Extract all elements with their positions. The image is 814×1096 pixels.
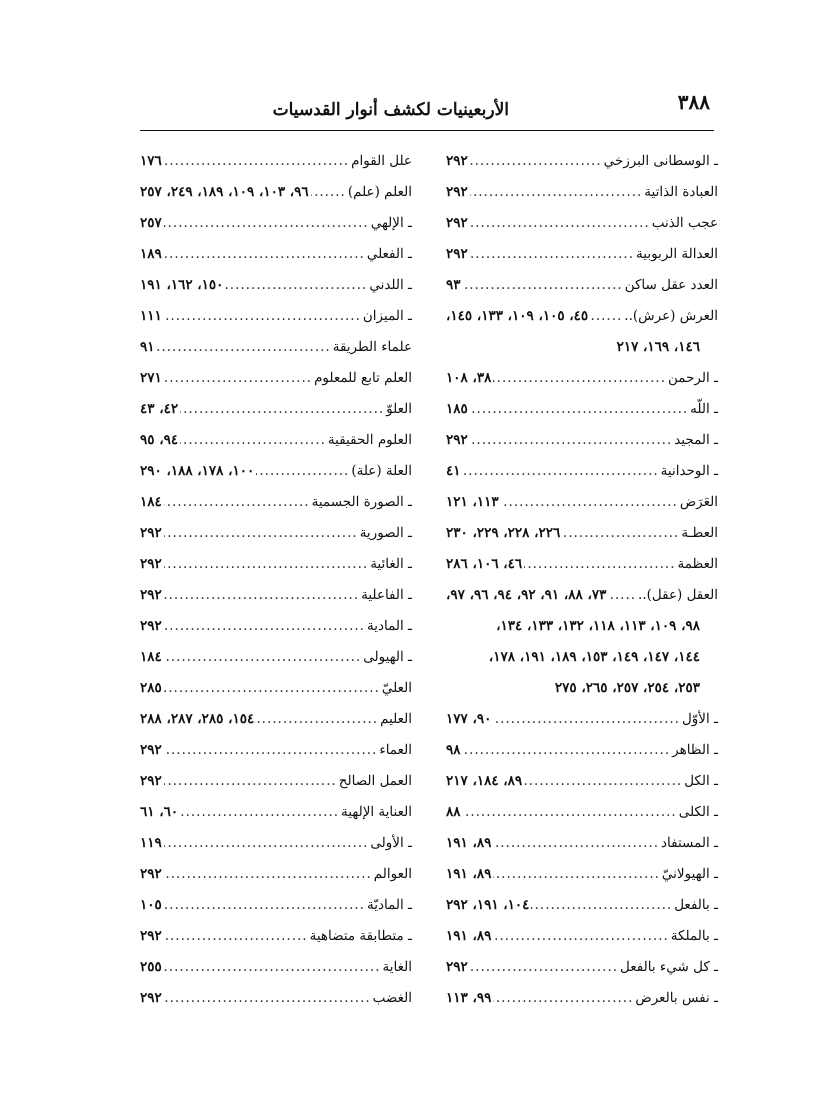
index-entry: [446, 394, 718, 425]
index-pages: ٢٩٢: [446, 184, 468, 200]
index-pages: ١٠٠، ١٧٨، ١٨٨، ٢٩٠: [140, 463, 255, 479]
dot-leader: [493, 983, 633, 1014]
index-entry: [446, 983, 718, 1014]
index-term: ـ الوسطانى البرزخي: [603, 153, 718, 169]
index-entry: [140, 363, 412, 394]
index-column-right: [446, 146, 718, 1014]
index-pages: ١١٩: [140, 835, 162, 851]
index-term: العوالم: [373, 866, 412, 882]
index-entry: [140, 425, 412, 456]
index-term: ـ كل شيء بالفعل: [620, 959, 718, 975]
index-term: العلوّ: [386, 401, 412, 417]
index-term: ـ الميزان: [362, 308, 412, 324]
index-entry: [140, 270, 412, 301]
index-entry: [140, 549, 412, 580]
dot-leader: [590, 301, 622, 332]
dot-leader: [256, 704, 378, 735]
dot-leader: [164, 642, 361, 673]
index-pages: ١٤٤، ١٤٧، ١٤٩، ١٥٣، ١٨٩، ١٩١، ١٧٨،: [488, 649, 700, 665]
index-pages: ٤٦، ١٠٦، ٢٨٦: [446, 556, 523, 572]
index-pages: ٢٨٥: [140, 680, 162, 696]
index-term: ـ بالفعل: [674, 897, 718, 913]
index-pages: ٢٧١: [140, 370, 162, 386]
dot-leader: [164, 890, 365, 921]
index-entry: [446, 487, 718, 518]
dot-leader: [164, 239, 365, 270]
dot-leader: [164, 828, 369, 859]
index-pages: ٢٩٢: [140, 618, 162, 634]
index-pages: ١٥٤، ٢٨٥، ٢٨٧، ٢٨٨: [140, 711, 255, 727]
index-term: العلم تابع للمعلوم: [314, 370, 412, 386]
index-entry: [140, 611, 412, 642]
dot-leader: [463, 797, 677, 828]
index-entry: [140, 735, 412, 766]
index-entry: [140, 704, 412, 735]
index-term: العليم: [380, 711, 412, 727]
index-pages: ٦٠، ٦١: [140, 804, 179, 820]
index-term: العَرَض: [679, 494, 718, 510]
index-column-left: [140, 146, 412, 1014]
index-entry: [140, 518, 412, 549]
dot-leader: [164, 146, 349, 177]
index-entry: [446, 797, 718, 828]
index-entry: [446, 270, 718, 301]
index-pages: ٩٠، ١٧٧: [446, 711, 492, 727]
dot-leader: [164, 518, 358, 549]
index-pages: ٢٩٢: [446, 959, 468, 975]
index-pages: ٢٥٧: [140, 215, 162, 231]
index-entry: [140, 301, 412, 332]
index-pages: ٨٩، ١٨٤، ٢١٧: [446, 773, 523, 789]
index-term: العلة (علة): [351, 463, 412, 479]
index-pages: ١٨٥: [446, 401, 468, 417]
index-term: ـ الكلى: [678, 804, 718, 820]
index-entry: [446, 425, 718, 456]
index-entry: [446, 704, 718, 735]
index-entry: [140, 239, 412, 270]
index-entry: [140, 208, 412, 239]
index-pages: ٨٩، ١٩١: [446, 835, 492, 851]
index-term: العناية الإلهية: [341, 804, 412, 820]
index-entry: [140, 456, 412, 487]
index-entry: [446, 239, 718, 270]
index-pages: ٩٣: [446, 277, 461, 293]
index-entry: [140, 332, 412, 363]
dot-leader: [463, 735, 671, 766]
dot-leader: [157, 332, 331, 363]
index-term: العقل (عقل)..: [638, 587, 718, 603]
index-entry: [446, 735, 718, 766]
index-term: العدد عقل ساكن: [624, 277, 718, 293]
index-entry: [140, 642, 412, 673]
dot-leader: [463, 456, 659, 487]
dot-leader: [164, 673, 380, 704]
index-pages: ٢٩٢: [446, 246, 468, 262]
index-term: ـ الهيولى: [363, 649, 412, 665]
index-pages: ٢٩٢: [140, 556, 162, 572]
index-entry: [140, 766, 412, 797]
index-term: ـ الوحدانية: [660, 463, 718, 479]
index-entry: [446, 301, 718, 332]
index-pages: ٨٩، ١٩١: [446, 928, 492, 944]
index-pages: ٩٨، ١٠٩، ١١٣، ١١٨، ١٣٢، ١٣٣، ١٣٤،: [496, 618, 700, 634]
index-pages: ١٤٦، ١٦٩، ٢١٧: [616, 339, 700, 355]
index-term: ـ الظاهر: [672, 742, 718, 758]
dot-leader: [493, 704, 680, 735]
dot-leader: [164, 735, 378, 766]
index-entry: [140, 797, 412, 828]
index-entry: [446, 859, 718, 890]
index-entry: [446, 921, 718, 952]
index-entry-continuation: [446, 673, 718, 704]
dot-leader: [608, 580, 636, 611]
page-header: [140, 88, 714, 128]
index-term: ـ متطابقة متضاهية: [309, 928, 412, 944]
index-pages: ١١١: [140, 308, 162, 324]
index-pages: ٢٩٢: [140, 928, 162, 944]
index-term: العمل الصالح: [338, 773, 412, 789]
index-entry: [140, 146, 412, 177]
index-entry: [140, 394, 412, 425]
index-entry: [140, 487, 412, 518]
index-pages: ٧٣، ٨٨، ٩١، ٩٢، ٩٤، ٩٦، ٩٧،: [446, 587, 607, 603]
index-pages: ٤١: [446, 463, 461, 479]
dot-leader: [164, 983, 371, 1014]
dot-leader: [501, 487, 678, 518]
index-term: ـ الماديّة: [366, 897, 412, 913]
index-pages: ١٧٦: [140, 153, 162, 169]
index-entry: [446, 549, 718, 580]
index-term: ـ الفعلي: [366, 246, 412, 262]
running-title: الأربعينيات لكشف أنوار القدسيات: [272, 100, 509, 120]
index-pages: ٢٩٢: [446, 215, 468, 231]
index-term: علماء الطريقة: [332, 339, 412, 355]
index-pages: ١٨٩: [140, 246, 162, 262]
index-entry: [140, 177, 412, 208]
dot-leader: [463, 270, 623, 301]
index-term: ـ الصورة الجسمية: [311, 494, 412, 510]
index-pages: ٢٩٢: [446, 153, 468, 169]
index-entry: [446, 363, 718, 394]
index-entry-continuation: [446, 611, 718, 642]
dot-leader: [164, 766, 337, 797]
index-term: ـ الأوّل: [681, 711, 718, 727]
index-term: ـ اللّه: [690, 401, 718, 417]
dot-leader: [493, 921, 668, 952]
dot-leader: [180, 425, 326, 456]
header-rule: [140, 130, 714, 131]
index-term: ـ الصورية: [359, 525, 412, 541]
dot-leader: [524, 549, 675, 580]
dot-leader: [470, 952, 618, 983]
index-term: ـ المجيد: [674, 432, 718, 448]
index-term: ـ الهيولانيّ: [661, 866, 718, 882]
index-entry: [446, 518, 718, 549]
index-entry: [446, 456, 718, 487]
index-entry: [446, 952, 718, 983]
dot-leader: [470, 208, 650, 239]
dot-leader: [180, 394, 384, 425]
index-pages: ٢٩٢: [140, 866, 162, 882]
index-term: العماء: [379, 742, 412, 758]
index-entry: [140, 859, 412, 890]
dot-leader: [164, 952, 381, 983]
index-pages: ١٥٠، ١٦٢، ١٩١: [140, 277, 224, 293]
index-entry: [140, 952, 412, 983]
index-term: العدالة الربوبية: [636, 246, 718, 262]
index-pages: ٩٩، ١١٣: [446, 990, 492, 1006]
index-pages: ١٠٥: [140, 897, 162, 913]
index-term: العليّ: [381, 680, 412, 696]
index-term: ـ الغائية: [370, 556, 412, 572]
dot-leader: [164, 208, 369, 239]
index-pages: ٢٩٢: [140, 587, 162, 603]
index-term: ـ اللدني: [369, 277, 412, 293]
index-pages: ٢٩٢: [140, 773, 162, 789]
index-pages: ١٨٤: [140, 649, 162, 665]
index-term: ـ بالملكة: [670, 928, 718, 944]
dot-leader: [164, 580, 359, 611]
index-pages: ١٠٤، ١٩١، ٢٩٢: [446, 897, 530, 913]
index-pages: ٣٨، ١٠٨: [446, 370, 492, 386]
index-entry: [140, 983, 412, 1014]
index-term: العبادة الذاتية: [644, 184, 718, 200]
dot-leader: [164, 859, 372, 890]
index-term: ـ الإلهي: [370, 215, 412, 231]
index-entry: [446, 828, 718, 859]
index-pages: ٨٨: [446, 804, 461, 820]
index-term: علل القوام: [351, 153, 412, 169]
index-pages: ٢٩٢: [140, 742, 162, 758]
index-entry: [140, 921, 412, 952]
index-pages: ١٨٤: [140, 494, 162, 510]
index-term: ـ الرحمن: [668, 370, 718, 386]
dot-leader: [470, 425, 672, 456]
dot-leader: [164, 921, 308, 952]
index-term: ـ المادية: [366, 618, 412, 634]
index-entry-continuation: [446, 642, 718, 673]
index-pages: ٢٥٥: [140, 959, 162, 975]
dot-leader: [225, 270, 367, 301]
dot-leader: [493, 859, 660, 890]
index-pages: ٢٩٢: [140, 990, 162, 1006]
index-term: العظمة: [677, 556, 718, 572]
index-pages: ٩٦، ١٠٣، ١٠٩، ١٨٩، ٢٤٩، ٢٥٧: [140, 184, 309, 200]
index-pages: ٢٩٢: [140, 525, 162, 541]
dot-leader: [524, 766, 682, 797]
dot-leader: [164, 301, 361, 332]
index-pages: ٩١: [140, 339, 155, 355]
index-term: ـ الفاعلية: [361, 587, 412, 603]
index-entry: [140, 828, 412, 859]
index-entry: [140, 580, 412, 611]
index-term: ـ نفس بالعرض: [635, 990, 718, 1006]
dot-leader: [256, 456, 349, 487]
index-entry: [446, 177, 718, 208]
index-pages: ١١٣، ١٢١: [446, 494, 499, 510]
dot-leader: [470, 239, 634, 270]
index-term: ـ الكل: [684, 773, 718, 789]
dot-leader: [470, 146, 602, 177]
index-term: العطـة: [681, 525, 718, 541]
index-term: الغاية: [382, 959, 412, 975]
index-pages: ٩٤، ٩٥: [140, 432, 179, 448]
index-pages: ٢٩٢: [446, 432, 468, 448]
index-entry: [140, 890, 412, 921]
dot-leader: [164, 487, 310, 518]
index-pages: ٤٢، ٤٣: [140, 401, 179, 417]
index-entry-continuation: [446, 332, 718, 363]
dot-leader: [562, 518, 679, 549]
dot-leader: [164, 363, 312, 394]
dot-leader: [493, 828, 659, 859]
dot-leader: [531, 890, 672, 921]
index-term: ـ المستفاد: [661, 835, 718, 851]
index-term: ـ الأولى: [370, 835, 412, 851]
index-term: العرش (عرش)..: [624, 308, 718, 324]
dot-leader: [164, 611, 365, 642]
dot-leader: [493, 363, 666, 394]
index-term: عجب الذنب: [651, 215, 718, 231]
index-pages: ٢٢٦، ٢٢٨، ٢٢٩، ٢٣٠: [446, 525, 561, 541]
index-pages: ٤٥، ١٠٥، ١٠٩، ١٣٣، ١٤٥،: [446, 308, 589, 324]
index-entry: [446, 580, 718, 611]
index-entry: [446, 890, 718, 921]
page-number: ٣٨٨: [677, 90, 710, 114]
dot-leader: [164, 549, 368, 580]
index-entry: [140, 673, 412, 704]
dot-leader: [311, 177, 346, 208]
index-entry: [446, 766, 718, 797]
index-pages: ٨٩، ١٩١: [446, 866, 492, 882]
dot-leader: [180, 797, 339, 828]
index-term: الغضب: [372, 990, 412, 1006]
index-pages: ٢٥٣، ٢٥٤، ٢٥٧، ٢٦٥، ٢٧٥: [554, 680, 700, 696]
dot-leader: [470, 394, 688, 425]
dot-leader: [470, 177, 643, 208]
index-term: العلم (علم): [347, 184, 412, 200]
index-term: العلوم الحقيقية: [327, 432, 412, 448]
index-pages: ٩٨: [446, 742, 461, 758]
index-entry: [446, 208, 718, 239]
index-entry: [446, 146, 718, 177]
